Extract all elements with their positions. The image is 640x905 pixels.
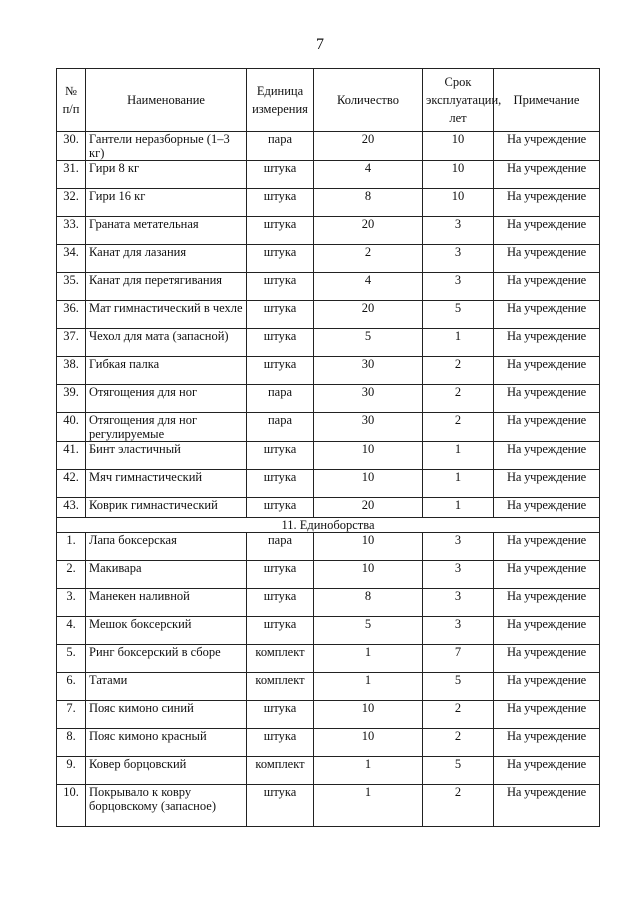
header-number: № п/п — [57, 69, 86, 132]
quantity-cell: 10 — [314, 442, 423, 470]
quantity-cell: 1 — [314, 645, 423, 673]
row-number: 4. — [57, 617, 86, 645]
item-name: Мешок боксерский — [86, 617, 247, 645]
item-name: Канат для перетягивания — [86, 273, 247, 301]
term-cell: 1 — [423, 498, 494, 518]
table-body-part2 — [57, 533, 600, 827]
term-cell: 10 — [423, 189, 494, 217]
unit-cell: штука — [247, 245, 314, 273]
table-row — [57, 617, 600, 645]
unit-cell: штука — [247, 161, 314, 189]
quantity-cell: 30 — [314, 385, 423, 413]
item-name: Пояс кимоно синий — [86, 701, 247, 729]
table-row — [57, 189, 600, 217]
item-name: Манекен наливной — [86, 589, 247, 617]
term-cell: 3 — [423, 273, 494, 301]
item-name: Татами — [86, 673, 247, 701]
item-name: Макивара — [86, 561, 247, 589]
table-row — [57, 470, 600, 498]
note-cell: На учреждение — [494, 757, 600, 785]
table-row — [57, 673, 600, 701]
term-cell: 2 — [423, 357, 494, 385]
quantity-cell: 8 — [314, 189, 423, 217]
unit-cell: штука — [247, 329, 314, 357]
quantity-cell: 5 — [314, 617, 423, 645]
table-row — [57, 273, 600, 301]
note-cell: На учреждение — [494, 498, 600, 518]
item-name: Лапа боксерская — [86, 533, 247, 561]
section-title: 11. Единоборства — [57, 518, 600, 533]
note-cell: На учреждение — [494, 785, 600, 827]
unit-cell: штука — [247, 589, 314, 617]
note-cell: На учреждение — [494, 245, 600, 273]
row-number: 30. — [57, 132, 86, 161]
item-name: Бинт эластичный — [86, 442, 247, 470]
table-row — [57, 701, 600, 729]
quantity-cell: 10 — [314, 561, 423, 589]
unit-cell: штука — [247, 273, 314, 301]
unit-cell: комплект — [247, 757, 314, 785]
header-note: Примечание — [494, 69, 600, 132]
row-number: 9. — [57, 757, 86, 785]
table-row — [57, 533, 600, 561]
term-cell: 1 — [423, 329, 494, 357]
table-row — [57, 785, 600, 827]
unit-cell: комплект — [247, 645, 314, 673]
item-name: Канат для лазания — [86, 245, 247, 273]
note-cell: На учреждение — [494, 161, 600, 189]
row-number: 3. — [57, 589, 86, 617]
section-row — [57, 518, 600, 533]
term-cell: 10 — [423, 132, 494, 161]
table-row — [57, 329, 600, 357]
note-cell: На учреждение — [494, 701, 600, 729]
row-number: 42. — [57, 470, 86, 498]
unit-cell: штука — [247, 785, 314, 827]
term-cell: 3 — [423, 245, 494, 273]
term-cell: 2 — [423, 785, 494, 827]
table-row — [57, 217, 600, 245]
unit-cell: пара — [247, 533, 314, 561]
table-body-part1 — [57, 132, 600, 518]
table-row — [57, 301, 600, 329]
quantity-cell: 20 — [314, 132, 423, 161]
unit-cell: штука — [247, 301, 314, 329]
row-number: 34. — [57, 245, 86, 273]
table-row — [57, 729, 600, 757]
term-cell: 2 — [423, 729, 494, 757]
note-cell: На учреждение — [494, 329, 600, 357]
unit-cell: штука — [247, 189, 314, 217]
item-name: Ринг боксерский в сборе — [86, 645, 247, 673]
row-number: 2. — [57, 561, 86, 589]
header-unit: Единица измерения — [247, 69, 314, 132]
unit-cell: штука — [247, 561, 314, 589]
note-cell: На учреждение — [494, 561, 600, 589]
item-name: Гири 8 кг — [86, 161, 247, 189]
quantity-cell: 1 — [314, 785, 423, 827]
row-number: 33. — [57, 217, 86, 245]
quantity-cell: 20 — [314, 498, 423, 518]
page-number: 7 — [316, 36, 324, 53]
note-cell: На учреждение — [494, 385, 600, 413]
quantity-cell: 20 — [314, 301, 423, 329]
note-cell: На учреждение — [494, 470, 600, 498]
quantity-cell: 30 — [314, 357, 423, 385]
item-name: Гири 16 кг — [86, 189, 247, 217]
table-row — [57, 442, 600, 470]
row-number: 36. — [57, 301, 86, 329]
quantity-cell: 20 — [314, 217, 423, 245]
row-number: 32. — [57, 189, 86, 217]
quantity-cell: 1 — [314, 757, 423, 785]
note-cell: На учреждение — [494, 217, 600, 245]
term-cell: 2 — [423, 413, 494, 442]
term-cell: 5 — [423, 757, 494, 785]
unit-cell: штука — [247, 217, 314, 245]
table-header-row — [57, 69, 600, 132]
item-name: Мат гимнастический в чехле — [86, 301, 247, 329]
term-cell: 7 — [423, 645, 494, 673]
quantity-cell: 10 — [314, 729, 423, 757]
note-cell: На учреждение — [494, 589, 600, 617]
quantity-cell: 10 — [314, 470, 423, 498]
table-row — [57, 757, 600, 785]
quantity-cell: 30 — [314, 413, 423, 442]
unit-cell: комплект — [247, 673, 314, 701]
row-number: 37. — [57, 329, 86, 357]
row-number: 43. — [57, 498, 86, 518]
term-cell: 3 — [423, 589, 494, 617]
table-row — [57, 385, 600, 413]
row-number: 6. — [57, 673, 86, 701]
row-number: 8. — [57, 729, 86, 757]
note-cell: На учреждение — [494, 617, 600, 645]
unit-cell: штука — [247, 701, 314, 729]
item-name: Мяч гимнастический — [86, 470, 247, 498]
quantity-cell: 10 — [314, 701, 423, 729]
term-cell: 2 — [423, 385, 494, 413]
unit-cell: штука — [247, 498, 314, 518]
header-term: Срок эксплуатации, лет — [423, 69, 494, 132]
item-name: Гантели неразборные (1–3 кг) — [86, 132, 247, 161]
table-row — [57, 645, 600, 673]
unit-cell: штука — [247, 470, 314, 498]
item-name: Отягощения для ног регулируемые — [86, 413, 247, 442]
quantity-cell: 5 — [314, 329, 423, 357]
note-cell: На учреждение — [494, 189, 600, 217]
quantity-cell: 10 — [314, 533, 423, 561]
note-cell: На учреждение — [494, 533, 600, 561]
note-cell: На учреждение — [494, 413, 600, 442]
row-number: 41. — [57, 442, 86, 470]
equipment-table — [56, 68, 600, 827]
note-cell: На учреждение — [494, 301, 600, 329]
header-name: Наименование — [86, 69, 247, 132]
item-name: Чехол для мата (запасной) — [86, 329, 247, 357]
term-cell: 5 — [423, 673, 494, 701]
note-cell: На учреждение — [494, 645, 600, 673]
table-row — [57, 561, 600, 589]
item-name: Покрывало к ковру борцовскому (запасное) — [86, 785, 247, 827]
term-cell: 2 — [423, 701, 494, 729]
item-name: Коврик гимнастический — [86, 498, 247, 518]
table-row — [57, 413, 600, 442]
item-name: Пояс кимоно красный — [86, 729, 247, 757]
row-number: 38. — [57, 357, 86, 385]
unit-cell: штука — [247, 729, 314, 757]
item-name: Отягощения для ног — [86, 385, 247, 413]
term-cell: 5 — [423, 301, 494, 329]
table-row — [57, 357, 600, 385]
header-quantity: Количество — [314, 69, 423, 132]
table-row — [57, 498, 600, 518]
unit-cell: штука — [247, 357, 314, 385]
row-number: 35. — [57, 273, 86, 301]
note-cell: На учреждение — [494, 273, 600, 301]
quantity-cell: 4 — [314, 273, 423, 301]
quantity-cell: 4 — [314, 161, 423, 189]
row-number: 40. — [57, 413, 86, 442]
term-cell: 3 — [423, 561, 494, 589]
item-name: Гибкая палка — [86, 357, 247, 385]
term-cell: 3 — [423, 533, 494, 561]
table-row — [57, 132, 600, 161]
table-row — [57, 589, 600, 617]
note-cell: На учреждение — [494, 442, 600, 470]
note-cell: На учреждение — [494, 357, 600, 385]
note-cell: На учреждение — [494, 673, 600, 701]
term-cell: 1 — [423, 470, 494, 498]
table-row — [57, 245, 600, 273]
row-number: 7. — [57, 701, 86, 729]
row-number: 31. — [57, 161, 86, 189]
row-number: 1. — [57, 533, 86, 561]
quantity-cell: 2 — [314, 245, 423, 273]
unit-cell: штука — [247, 442, 314, 470]
row-number: 5. — [57, 645, 86, 673]
unit-cell: штука — [247, 617, 314, 645]
term-cell: 1 — [423, 442, 494, 470]
term-cell: 10 — [423, 161, 494, 189]
term-cell: 3 — [423, 617, 494, 645]
note-cell: На учреждение — [494, 729, 600, 757]
row-number: 10. — [57, 785, 86, 827]
quantity-cell: 1 — [314, 673, 423, 701]
unit-cell: пара — [247, 385, 314, 413]
unit-cell: пара — [247, 413, 314, 442]
term-cell: 3 — [423, 217, 494, 245]
item-name: Ковер борцовский — [86, 757, 247, 785]
item-name: Граната метательная — [86, 217, 247, 245]
unit-cell: пара — [247, 132, 314, 161]
row-number: 39. — [57, 385, 86, 413]
table-row — [57, 161, 600, 189]
note-cell: На учреждение — [494, 132, 600, 161]
quantity-cell: 8 — [314, 589, 423, 617]
